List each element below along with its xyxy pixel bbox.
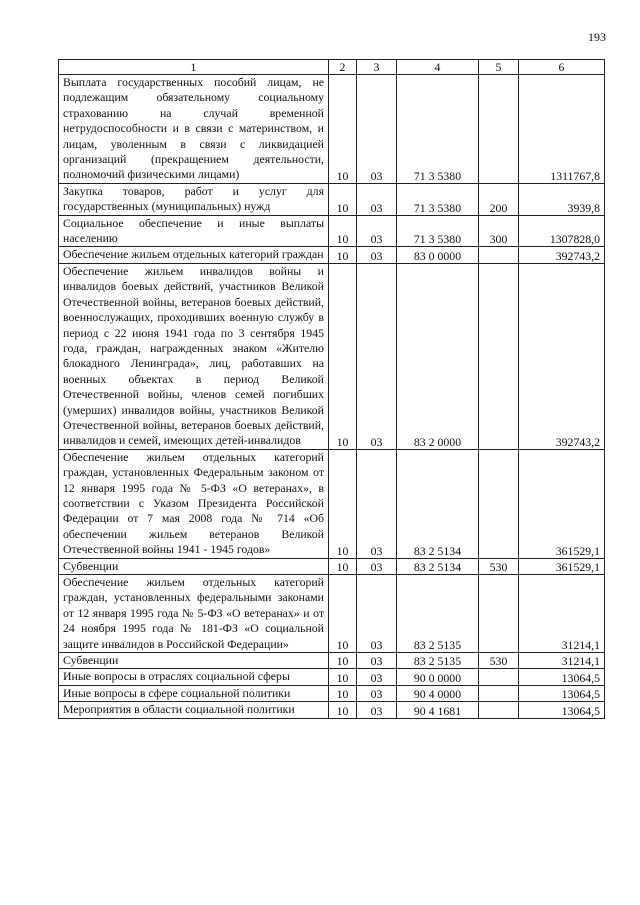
subsection-code-cell: 03: [357, 653, 397, 669]
amount-cell: 13064,5: [519, 702, 605, 718]
expense-type-code-cell: [479, 263, 519, 449]
table-row: [59, 183, 605, 215]
item-name-cell: Обеспечение жильем инвалидов войны и инвалидов боевых действий, участников Великой Отечественной войны, ветеранов боевых действий, военнослужащих, проходивших военную службу в период с 22 июня 1941 года по 3 сентября 1945 года, граждан, награжденных знаком «Жителю блокадного Ленинграда», лиц, работавших на военных объектах в период Великой Отечественной войны, членов семей погибших (умерших) инвалидов войны, участников Великой Отечественной войны, ветеранов боевых действий, инвалидов и семей, имеющих детей-инвалидов: [59, 263, 329, 449]
section-code-cell: 10: [329, 702, 357, 718]
header-row: [59, 60, 605, 75]
item-name-cell: Обеспечение жильем отдельных категорий граждан, установленных Федеральным законом от 12 января 1995 года № 5-ФЗ «О ветеранах», в соответствии с Указом Президента Российской Федерации от 7 мая 2008 года № 714 «Об обеспечении жильем ветеранов Великой Отечественной войны 1941 - 1945 годов»: [59, 449, 329, 558]
section-code-cell: 10: [329, 558, 357, 574]
section-code-cell: 10: [329, 685, 357, 701]
column-header: 4: [397, 60, 479, 75]
section-code-cell: 10: [329, 449, 357, 558]
amount-cell: 1311767,8: [519, 75, 605, 184]
amount-cell: 13064,5: [519, 685, 605, 701]
section-code-cell: 10: [329, 263, 357, 449]
table-row: [59, 263, 605, 449]
item-name-cell: Мероприятия в области социальной политики: [59, 702, 329, 718]
amount-cell: 392743,2: [519, 263, 605, 449]
amount-cell: 13064,5: [519, 669, 605, 685]
column-header: 2: [329, 60, 357, 75]
expense-type-code-cell: [479, 449, 519, 558]
table-row: [59, 653, 605, 669]
table-row: [59, 215, 605, 247]
item-name-cell: Иные вопросы в отраслях социальной сферы: [59, 669, 329, 685]
section-code-cell: 10: [329, 575, 357, 653]
section-code-cell: 10: [329, 247, 357, 263]
expense-type-code-cell: [479, 669, 519, 685]
subsection-code-cell: 03: [357, 558, 397, 574]
subsection-code-cell: 03: [357, 247, 397, 263]
item-name-cell: Обеспечение жильем отдельных категорий граждан: [59, 247, 329, 263]
subsection-code-cell: 03: [357, 75, 397, 184]
target-code-cell: 71 3 5380: [397, 183, 479, 215]
expense-type-code-cell: [479, 75, 519, 184]
column-header: 1: [59, 60, 329, 75]
target-code-cell: 71 3 5380: [397, 75, 479, 184]
budget-table: [58, 59, 605, 719]
target-code-cell: 90 4 0000: [397, 685, 479, 701]
column-header: 5: [479, 60, 519, 75]
target-code-cell: 90 4 1681: [397, 702, 479, 718]
target-code-cell: 83 2 5134: [397, 449, 479, 558]
target-code-cell: 83 2 0000: [397, 263, 479, 449]
target-code-cell: 90 0 0000: [397, 669, 479, 685]
section-code-cell: 10: [329, 75, 357, 184]
column-header: 3: [357, 60, 397, 75]
section-code-cell: 10: [329, 183, 357, 215]
table-row: [59, 669, 605, 685]
expense-type-code-cell: 530: [479, 653, 519, 669]
expense-type-code-cell: [479, 575, 519, 653]
target-code-cell: 83 2 5135: [397, 653, 479, 669]
amount-cell: 1307828,0: [519, 215, 605, 247]
table-row: [59, 575, 605, 653]
expense-type-code-cell: [479, 702, 519, 718]
table-row: [59, 449, 605, 558]
item-name-cell: Обеспечение жильем отдельных категорий граждан, установленных федеральными законами от 12 января 1995 года № 5-ФЗ «О ветеранах» и от 24 ноября 1995 года № 181-ФЗ «О социальной защите инвалидов в Российской Федерации»: [59, 575, 329, 653]
table-row: [59, 75, 605, 184]
expense-type-code-cell: 300: [479, 215, 519, 247]
subsection-code-cell: 03: [357, 183, 397, 215]
table-row: [59, 685, 605, 701]
expense-type-code-cell: 530: [479, 558, 519, 574]
target-code-cell: 71 3 5380: [397, 215, 479, 247]
subsection-code-cell: 03: [357, 449, 397, 558]
item-name-cell: Субвенции: [59, 653, 329, 669]
amount-cell: 31214,1: [519, 575, 605, 653]
subsection-code-cell: 03: [357, 685, 397, 701]
amount-cell: 3939,8: [519, 183, 605, 215]
subsection-code-cell: 03: [357, 669, 397, 685]
amount-cell: 361529,1: [519, 558, 605, 574]
target-code-cell: 83 0 0000: [397, 247, 479, 263]
section-code-cell: 10: [329, 669, 357, 685]
expense-type-code-cell: [479, 247, 519, 263]
subsection-code-cell: 03: [357, 702, 397, 718]
item-name-cell: Выплата государственных пособий лицам, не подлежащим обязательному социальному страхованию на случай временной нетрудоспособности и в связи с материнством, и лицам, уволенным в связи с ликвидацией организаций (прекращением деятельности, полномочий физическими лицами): [59, 75, 329, 184]
table-row: [59, 558, 605, 574]
section-code-cell: 10: [329, 653, 357, 669]
amount-cell: 392743,2: [519, 247, 605, 263]
item-name-cell: Субвенции: [59, 558, 329, 574]
expense-type-code-cell: [479, 685, 519, 701]
subsection-code-cell: 03: [357, 575, 397, 653]
subsection-code-cell: 03: [357, 215, 397, 247]
table-row: [59, 247, 605, 263]
amount-cell: 31214,1: [519, 653, 605, 669]
item-name-cell: Социальное обеспечение и иные выплаты населению: [59, 215, 329, 247]
expense-type-code-cell: 200: [479, 183, 519, 215]
item-name-cell: Иные вопросы в сфере социальной политики: [59, 685, 329, 701]
section-code-cell: 10: [329, 215, 357, 247]
page-number: 193: [588, 30, 606, 44]
table-row: [59, 702, 605, 718]
target-code-cell: 83 2 5134: [397, 558, 479, 574]
target-code-cell: 83 2 5135: [397, 575, 479, 653]
subsection-code-cell: 03: [357, 263, 397, 449]
column-header: 6: [519, 60, 605, 75]
item-name-cell: Закупка товаров, работ и услуг для государственных (муниципальных) нужд: [59, 183, 329, 215]
amount-cell: 361529,1: [519, 449, 605, 558]
